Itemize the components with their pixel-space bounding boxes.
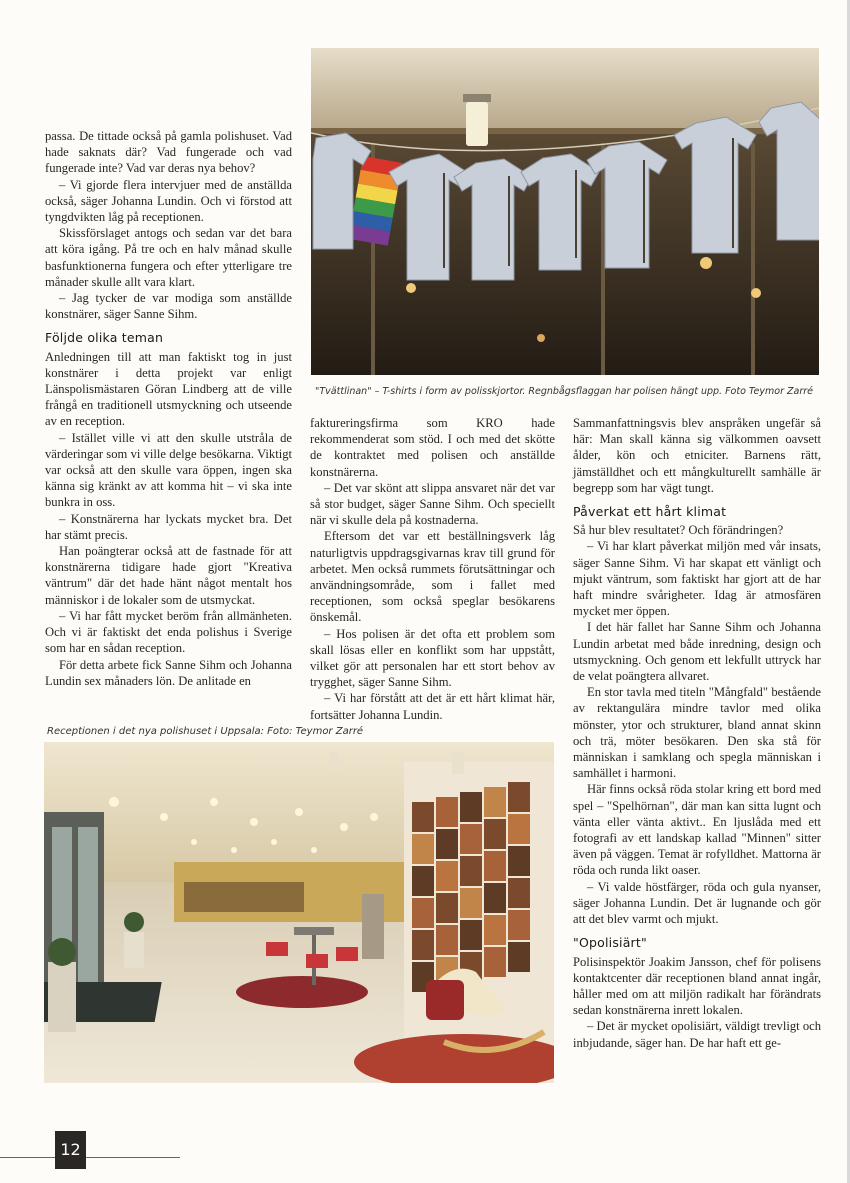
paragraph: Han poängterar också att de fastnade för att konstnärerna tidigare hade gjort "Kreativa väntrum" där det hade hänt något mentalt hos människor i de lokaler som de utsmyckat. — [45, 544, 292, 607]
section-heading: Påverkat ett hårt klimat — [573, 504, 727, 520]
paragraph: – Istället ville vi att den skulle utstråla de värderingar som vi ville delge besökarna. Viktigt var också att den skulle vara öppen, ingen ska känna sig kränkt av att komma hit – vi ska inte bunkra in oss. — [45, 430, 292, 510]
article-column-3 — [573, 415, 821, 1051]
paragraph: Sammanfattningsvis blev anspråken ungefär så här: Man skall känna sig välkommen oavsett ålder, kön och etniciter. Barnens rätt, jämställdhet och ett mångkulturellt samhälle är begrepp som har vägt tungt. — [573, 416, 821, 495]
paragraph: – Hos polisen är det ofta ett problem som skall lösas eller en konflikt som har uppstått, vilket gör att personalen har ett stort behov av trygghet, säger Sanne Sihm. — [310, 626, 555, 690]
paragraph: faktureringsfirma som KRO hade rekommenderat som stöd. I och med det skötte de kontraktet med polisen och anställde konstnärerna. — [310, 416, 555, 479]
tshirt-clothesline-illustration — [311, 48, 819, 375]
paragraph: För detta arbete fick Sanne Sihm och Johanna Lundin sex månaders lön. De anlitade en — [45, 657, 292, 688]
paragraph: – Vi har klart påverkat miljön med vår insats, säger Sanne Sihm. Vi har skapat ett vänligt och mjukt väntrum, som faktiskt har gjort att de har haft mindre svårigheter. Idag är atmosfären mycket mer öppen. — [573, 539, 821, 619]
reception-interior-illustration — [44, 742, 554, 1083]
tshirt-clothesline-photo — [311, 48, 819, 375]
paragraph: – Vi valde höstfärger, röda och gula nyanser, säger Johanna Lundin. Det är lugnande och gör att det blev varmt och mjukt. — [573, 879, 821, 927]
page-rule — [0, 1157, 180, 1158]
paragraph: passa. De tittade också på gamla polishuset. Vad hade saknats där? Vad fungerade och vad fungerade inte? Vad var deras nya behov? — [45, 129, 292, 176]
photo-caption-top: "Tvättlinan" – T-shirts i form av polisskjortor. Regnbågsflaggan har polisen hängt upp. Foto Teymor Zarré — [315, 386, 814, 397]
paragraph: En stor tavla med titeln "Mångfald" bestående av rektangulära mindre tavlor med olika mönster, ytor och strukturer, bland annat skinn och trä, möter besökaren. Den ska stå för människan i samklang och spegla människan i samhället i harmoni. — [573, 685, 821, 781]
paragraph: – Konstnärerna har lyckats mycket bra. Det har stämt precis. — [45, 511, 292, 542]
page-number: 12 — [55, 1131, 86, 1169]
paragraph: – Vi har fått mycket beröm från allmänheten. Och vi är faktiskt det enda polishus i Sverige som har en sådan reception. — [45, 608, 292, 656]
paragraph: Polisinspektör Joakim Jansson, chef för polisens kontaktcenter där receptionen bland annat ingår, håller med om att miljön radikalt har förändrats sedan konstnärerna inrett lokalen. — [573, 954, 821, 1018]
paragraph: Här finns också röda stolar kring ett bord med spel – "Spelhörnan", där man kan sitta lugnt och vänta eller vänta aktivt.. En ljuslåda med ett fotografi av ett landskap kallad "Minnen" sitter även på väggen. Temat är rofylldhet. Mattorna är röda och runda likt oaser. — [573, 782, 821, 878]
paragraph: Så hur blev resultatet? Och förändringen? — [573, 523, 784, 538]
paragraph: – Det var skönt att slippa ansvaret när det var så stor budget, säger Sanne Sihm. Och speciellt när vi skulle dela på kostnaderna. — [310, 480, 555, 528]
paragraph: – Vi har förstått att det är ett hårt klimat här, fortsätter Johanna Lundin. — [310, 691, 555, 722]
paragraph: I det här fallet har Sanne Sihm och Johanna Lundin arbetat med både inredning, design och utsmyckning. Och genom ett lekfullt uttryck har de velat poängtera allvaret. — [573, 620, 821, 684]
paragraph: Eftersom det var ett beställningsverk låg naturligtvis uppdragsgivarnas krav till grund för arbetet. Men också rummets förutsättningar och användningsområde, som i fallet med receptionen, som också speglar besökarens önskemål. — [310, 529, 555, 625]
section-heading: Följde olika teman — [45, 330, 164, 346]
paragraph: – Vi gjorde flera intervjuer med de anställda också, säger Johanna Lundin. Och vi förstod att tyngdvikten låg på receptionen. — [45, 177, 292, 225]
paragraph: – Jag tycker de var modiga som anställde konstnärer, säger Sanne Sihm. — [45, 291, 292, 322]
paragraph: Skissförslaget antogs och sedan var det bara att köra igång. På tre och en halv månad skulle basfunktionerna fungera och efter ytterligare tre månader skulle allt vara klart. — [45, 226, 292, 289]
photo-caption-bottom: Receptionen i det nya polishuset i Uppsala: Foto: Teymor Zarré — [47, 726, 364, 737]
section-heading: "Opolisiärt" — [573, 935, 647, 951]
paragraph: Anledningen till att man faktiskt tog in just konstnärer i detta projekt var enligt Länspolismästaren Göran Lindberg att de ville frångå en traditionell utsmyckning och utseende av en reception. — [45, 349, 292, 429]
article-column-1 — [45, 128, 292, 689]
paragraph: – Det är mycket opolisiärt, väldigt trevligt och inbjudande, säger han. De har haft ett ge- — [573, 1019, 821, 1050]
reception-interior-photo — [44, 742, 554, 1083]
article-column-2 — [310, 415, 555, 723]
